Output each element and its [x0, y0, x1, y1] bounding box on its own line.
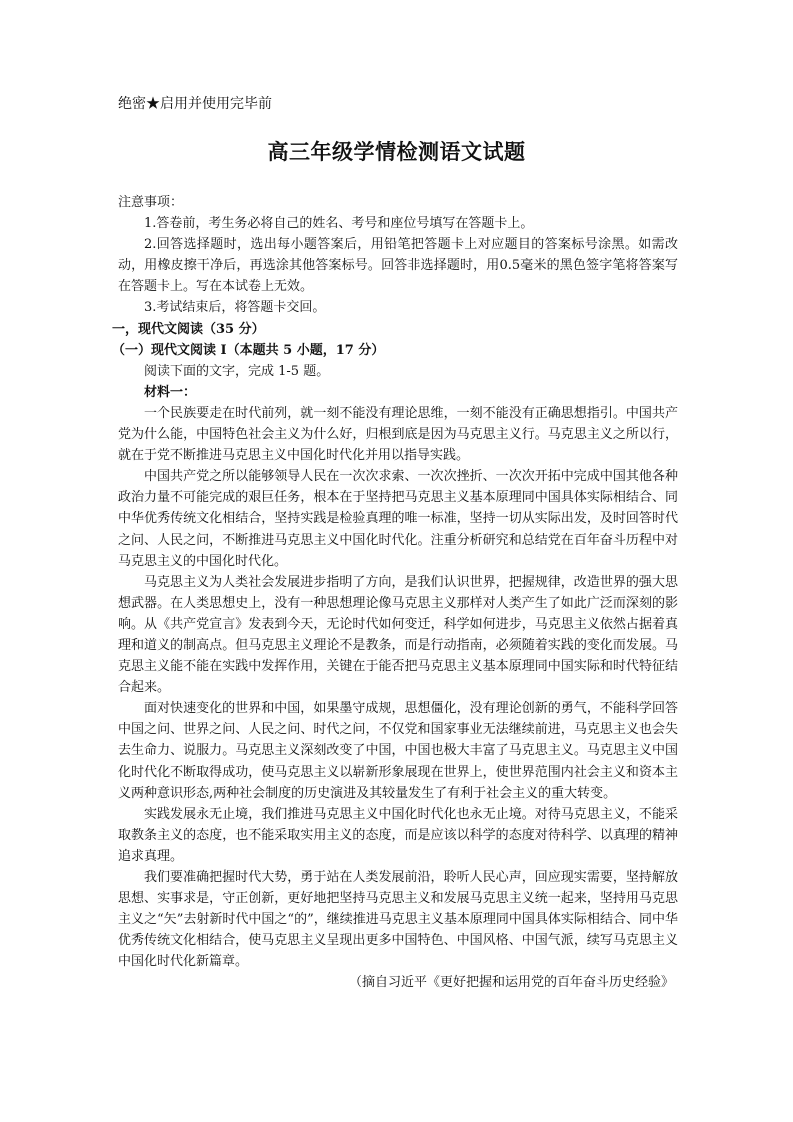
material-paragraph-1: 一个民族要走在时代前列，就一刻不能没有理论思维，一刻不能没有正确思想指引。中国共产党为什么能，中国特色社会主义为什么好，归根到底是因为马克思主义行。马克思主义之所以行，就在于党不断推进马克思主义中国化时代化并用以指导实践。: [118, 405, 678, 464]
material-paragraph-3: 马克思主义为人类社会发展进步指明了方向，是我们认识世界，把握规律，改造世界的强大思想武器。在人类思想史上，没有一种思想理论像马克思主义那样对人类产生了如此广泛而深刻的影响。从《共产党宣言》发表到今天，无论时代如何变迁，科学如何进步，马克思主义依然占据着真理和道义的制高点。但马克思主义理论不是教条，而是行动指南，必须随着实践的变化而发展。马克思主义能不能在实践中发挥作用，关键在于能否把马克思主义基本原理同中国实际和时代特征结合起来。: [118, 574, 678, 696]
material-paragraph-5: 实践发展永无止境，我们推进马克思主义中国化时代化也永无止境。对待马克思主义，不能采取教条主义的态度，也不能采取实用主义的态度，而是应该以科学的态度对待科学、以真理的精神追求真理。: [118, 806, 678, 864]
material-citation: （摘自习近平《更好把握和运用党的百年奋斗历史经验》: [348, 975, 674, 991]
material-paragraph-2: 中国共产党之所以能够领导人民在一次次求索、一次次挫折、一次次开拓中完成中国其他各种政治力量不可能完成的艰巨任务，根本在于坚持把马克思主义基本原理同中国具体实际相结合、同中华优秀传统文化相结合，坚持实践是检验真理的唯一标准，坚持一切从实际出发，及时回答时代之问、人民之问，不断推进马克思主义中国化时代化。注重分析研究和总结党在百年奋斗历程中对马克思主义的中国化时代化。: [118, 469, 678, 569]
material-paragraph-6: 我们要准确把握时代大势，勇于站在人类发展前沿，聆听人民心声，回应现实需要，坚持解放思想、实事求是，守正创新，更好地把坚持马克思主义和发展马克思主义统一起来，坚持用马克思主义之“矢”去射新时代中国之“的”，继续推进马克思主义基本原理同中国具体实际相结合、同中华优秀传统文化相结合，使马克思主义呈现出更多中国特色、中国风格、中国气派，续写马克思主义中国化时代化新篇章。: [118, 870, 678, 970]
material-label: 材料一：: [144, 384, 197, 400]
notice-item-2: 2.回答选择题时，选出每小题答案后，用铅笔把答题卡上对应题目的答案标号涂黑。如需改动，用橡皮擦干净后，再选涂其他答案标号。回答非选择题时，用0.5毫米的黑色签字笔将答案写在答题卡上。写在本试卷上无效。: [118, 237, 678, 295]
exam-body: [112, 192, 678, 994]
notice-heading: 注意事项：: [118, 195, 184, 210]
page-title: 高三年级学情检测语文试题: [267, 139, 526, 164]
section-instruction: 阅读下面的文字，完成 1-5 题。: [144, 363, 330, 379]
material-paragraph-4: 面对快速变化的世界和中国，如果墨守成规，思想僵化，没有理论创新的勇气，不能科学回答中国之问、世界之问、人民之问、时代之问，不仅党和国家事业无法继续前进，马克思主义也会失去生命力、说服力。马克思主义深刻改变了中国，中国也极大丰富了马克思主义。马克思主义中国化时代化不断取得成功，使马克思主义以崭新形象展现在世界上，使世界范围内社会主义和资本主义两种意识形态,两种社会制度的历史演进及其较量发生了有利于社会主义的重大转变。: [118, 701, 678, 801]
section-heading: 一，现代文阅读（35 分）: [112, 321, 265, 337]
confidential-label: 绝密★启用并使用完毕前: [118, 96, 272, 112]
notice-item-1: 1.答卷前，考生务必将自己的姓名、考号和座位号填写在答题卡上。: [144, 216, 534, 232]
section-subheading: （一）现代文阅读 I（本题共 5 小题，17 分）: [112, 342, 385, 358]
notice-item-3: 3.考试结束后，将答题卡交回。: [144, 300, 326, 316]
